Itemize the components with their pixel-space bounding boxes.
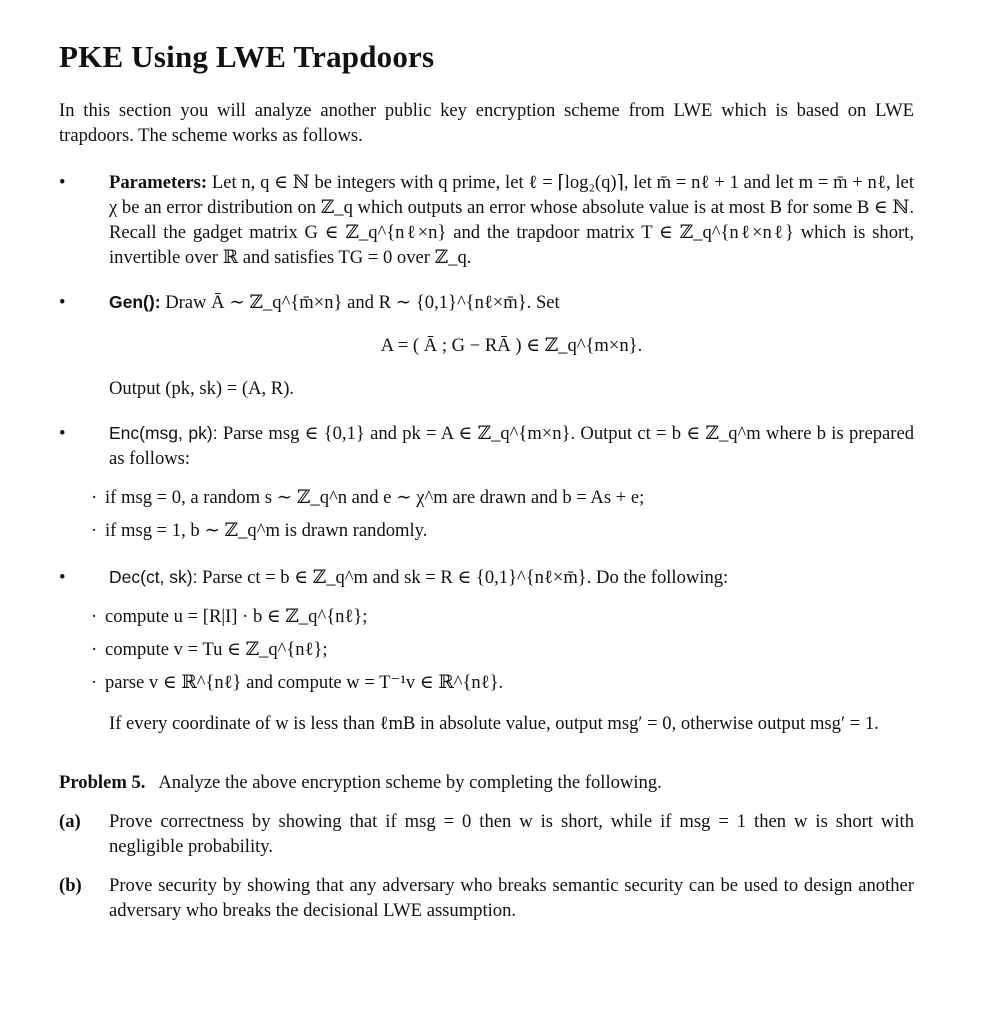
section-title: PKE Using LWE Trapdoors xyxy=(59,39,435,74)
enc-text: Parse msg ∈ {0,1} and pk = A ∈ ℤ_q^{m×n}. Output ct = b ∈ ℤ_q^m where b is prepared as follows: xyxy=(109,423,914,470)
parameters-item xyxy=(59,170,914,270)
sub-bullet: · xyxy=(91,520,98,542)
gen-output: Output (pk, sk) = (A, R). xyxy=(109,378,295,400)
problem-part-a xyxy=(59,809,914,859)
gen-text: Draw Ā ∼ ℤ_q^{m̄×n} and R ∼ {0,1}^{nℓ×m̄}. Set xyxy=(165,292,560,314)
dec-subitem-text: parse v ∈ ℝ^{nℓ} and compute w = T⁻¹v ∈ ℝ^{nℓ}. xyxy=(105,672,504,694)
parameters-text: Let n, q ∈ ℕ be integers with q prime, let ℓ = ⌈log₂(q)⌉, let m̄ = nℓ + 1 and let m = m̄ + nℓ, let χ be an error distribution on ℤ_q which outputs an error whose absolute value is at most B for some B ∈ ℕ. Recall the gadget matrix G ∈ ℤ_q^{nℓ×n} and the trapdoor matrix T ∈ ℤ_q^{nℓ×nℓ} which is short, invertible over ℝ and satisfies TG = 0 over ℤ_q. xyxy=(109,172,914,269)
part-text: Prove correctness by showing that if msg = 0 then w is short, while if msg = 1 then w is short with negligible probability. xyxy=(109,811,914,858)
dec-subitem xyxy=(59,604,914,629)
dec-closing-text: If every coordinate of w is less than ℓmB in absolute value, output msg′ = 0, otherwise output msg′ = 1. xyxy=(109,713,879,735)
dec-label: Dec(ct, sk): xyxy=(109,567,198,588)
gen-label: Gen(): xyxy=(109,292,161,313)
enc-subitem-text: if msg = 1, b ∼ ℤ_q^m is drawn randomly. xyxy=(105,520,428,542)
gen-display-equation xyxy=(109,333,914,358)
enc-subitem xyxy=(59,485,914,510)
dec-subitem xyxy=(59,670,914,695)
bullet-dot: • xyxy=(59,292,66,314)
gen-item xyxy=(59,290,914,401)
dec-subitem-text: compute u = [R|I] · b ∈ ℤ_q^{nℓ}; xyxy=(105,606,368,628)
dec-item xyxy=(59,565,914,590)
part-label: (a) xyxy=(59,811,81,833)
enc-subitem xyxy=(59,518,914,543)
problem-part-b xyxy=(59,873,914,923)
dec-subitem xyxy=(59,637,914,662)
dec-closing xyxy=(59,711,914,736)
sub-bullet: · xyxy=(91,639,98,661)
sub-bullet: · xyxy=(91,487,98,509)
enc-subitem-text: if msg = 0, a random s ∼ ℤ_q^n and e ∼ χ^m are drawn and b = As + e; xyxy=(105,487,645,509)
sub-bullet: · xyxy=(91,606,98,628)
bullet-dot: • xyxy=(59,423,66,445)
problem-label: Problem 5. xyxy=(59,772,146,794)
part-label: (b) xyxy=(59,875,82,897)
gen-display-text: A = ( Ā ; G − RĀ ) ∈ ℤ_q^{m×n}. xyxy=(380,335,643,357)
bullet-dot: • xyxy=(59,567,66,589)
problem-text: Analyze the above encryption scheme by completing the following. xyxy=(158,772,662,794)
bullet-dot: • xyxy=(59,172,66,194)
document-page xyxy=(59,40,914,923)
intro-paragraph: In this section you will analyze another public key encryption scheme from LWE which is based on LWE trapdoors. The scheme works as follows. xyxy=(59,100,914,147)
part-text: Prove security by showing that any adversary who breaks semantic security can be used to design another adversary who breaks the decisional LWE assumption. xyxy=(109,875,914,922)
problem-statement xyxy=(59,770,914,795)
enc-label: Enc(msg, pk): xyxy=(109,423,218,444)
sub-bullet: · xyxy=(91,672,98,694)
enc-item xyxy=(59,421,914,471)
parameters-label: Parameters: xyxy=(109,172,208,194)
dec-subitem-text: compute v = Tu ∈ ℤ_q^{nℓ}; xyxy=(105,639,328,661)
dec-text: Parse ct = b ∈ ℤ_q^m and sk = R ∈ {0,1}^{nℓ×m̄}. Do the following: xyxy=(202,567,729,589)
